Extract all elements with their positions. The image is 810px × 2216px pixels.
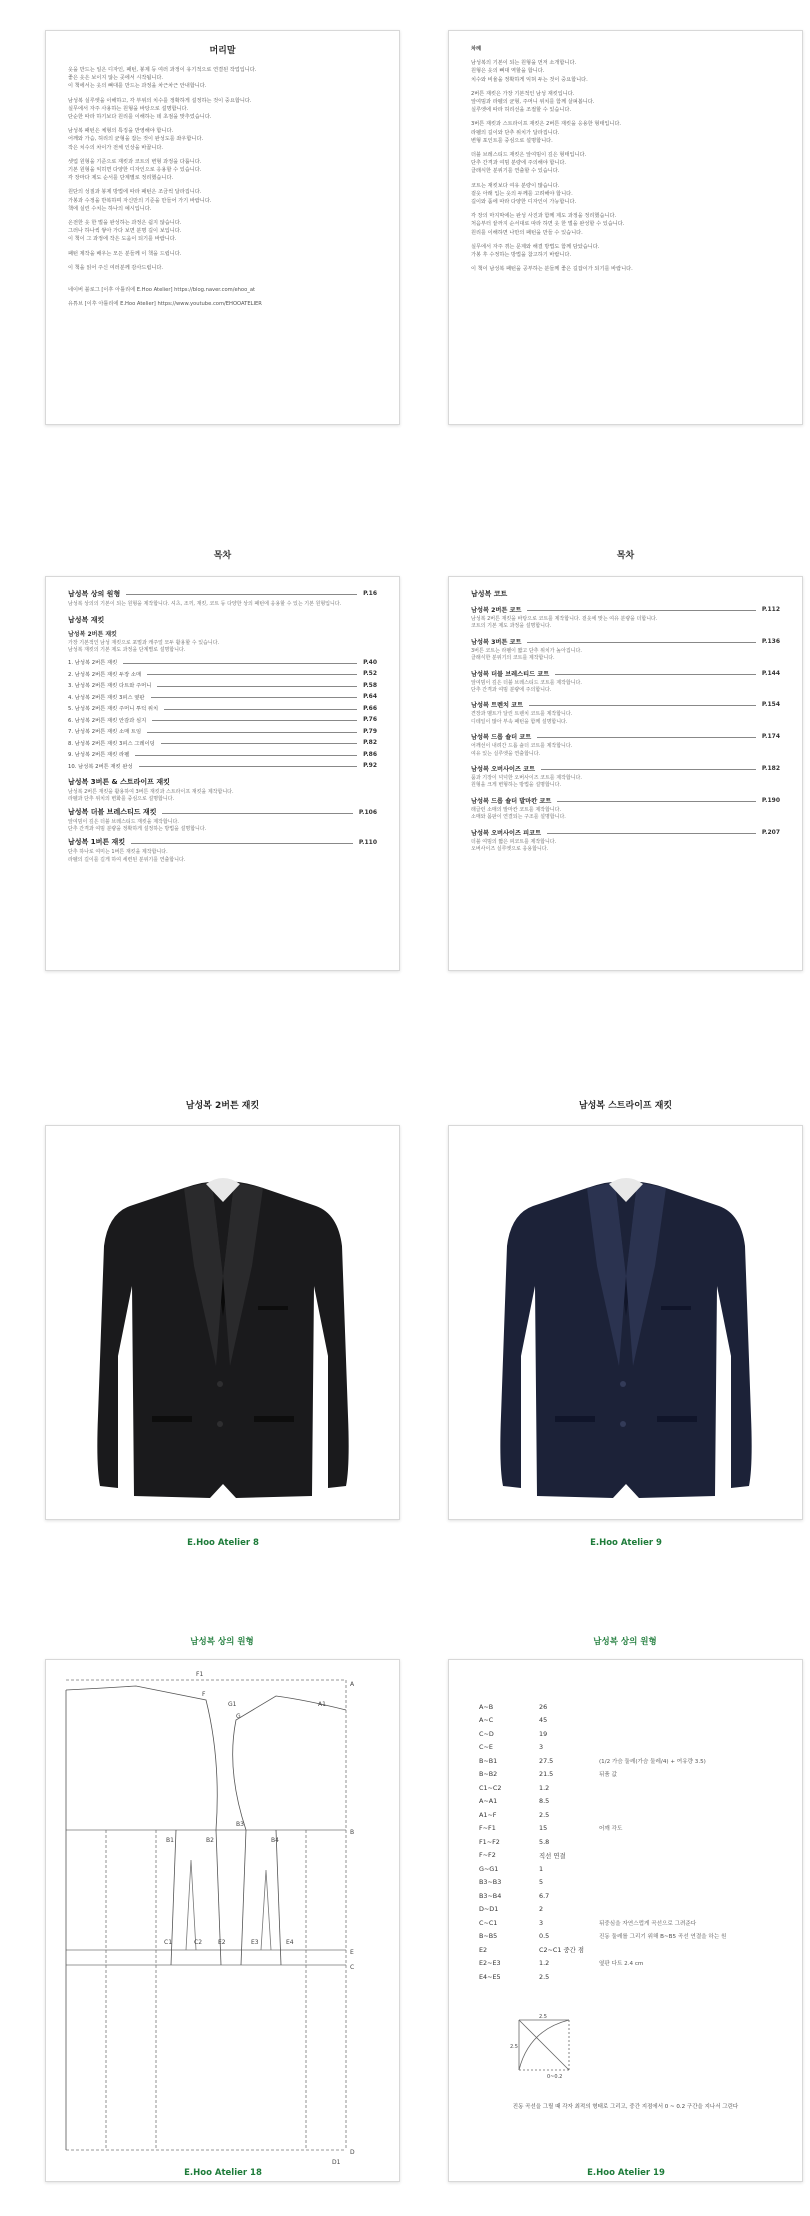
toc-entry-desc: 남성복 2버튼 재킷을 바탕으로 코트를 제작합니다. 겉옷에 맞는 여유 분량을 더합니다. 코트의 기본 제도 과정을 설명합니다.: [471, 616, 658, 630]
toc-item[interactable]: [68, 670, 377, 678]
dimension-label: 2.5: [539, 2014, 547, 2020]
toc-item[interactable]: [68, 681, 377, 689]
measurement-value: 1.2: [539, 1959, 550, 1968]
intro-paragraph: 원단의 성질과 봉제 방법에 따라 패턴은 조금씩 달라집니다. 가봉과 수정을 반복하며 자신만의 기준을 만들어 가기 바랍니다. 책에 실린 수치는 하나의 예시입니다.: [68, 189, 212, 212]
measurement-value: C2~C1 중간 점: [539, 1946, 584, 1955]
measurement-value: 3: [539, 1918, 544, 1927]
toc-sub-title: 남성복 2버튼 재킷: [68, 630, 117, 638]
point-label: G1: [228, 1701, 237, 1708]
toc-entry[interactable]: [471, 732, 780, 758]
preface-paragraph: 더블 브레스티드 재킷은 앞여밈이 깊은 형태입니다. 단추 간격과 여밈 분량에 주의해야 합니다. 클래식한 분위기를 연출할 수 있습니다.: [471, 152, 587, 175]
measurement-key: C~D: [479, 1729, 494, 1738]
measurement-row: [479, 1930, 799, 1944]
preface-paragraph: 2버튼 재킷은 가장 기본적인 남성 재킷입니다. 앞여밈과 라펠의 균형, 주머니 위치를 함께 살펴봅니다. 실루엣에 따라 허리선을 조절할 수 있습니다.: [471, 90, 595, 114]
intro-paragraph: 이 책을 읽어 주신 여러분께 감사드립니다.: [68, 264, 164, 271]
intro-paragraph: 패턴 제작을 배우는 모든 분들께 이 책을 드립니다.: [68, 250, 182, 257]
measurement-value: 1: [539, 1864, 544, 1873]
toc-item-page: P.52: [363, 670, 377, 678]
toc-entry[interactable]: [471, 605, 780, 631]
measurement-key: A~C: [479, 1716, 494, 1725]
toc-left-body: [46, 577, 399, 872]
toc-item[interactable]: [68, 693, 377, 701]
point-label: E3: [251, 1939, 259, 1946]
toc-entry-title: 남성복 트렌치 코트: [471, 702, 524, 710]
toc-entry[interactable]: [471, 637, 780, 663]
measurement-value: 45: [539, 1716, 548, 1725]
toc-entry-title: 남성복 3버튼 코트: [471, 638, 522, 646]
point-label: E4: [286, 1939, 294, 1946]
measurement-key: F1~F2: [479, 1837, 500, 1846]
toc-entry-page: P.174: [761, 733, 780, 741]
leader-line: [537, 737, 756, 738]
measurement-note: (1/2 가슴 둘레(가슴 둘레/4) + 여유량 3.5): [599, 1758, 706, 1765]
measurement-row: [479, 1741, 799, 1755]
point-label: B: [350, 1829, 355, 1836]
measurement-key: F~F1: [479, 1824, 496, 1833]
photo-page-right: [448, 1125, 803, 1548]
measurement-key: B~B2: [479, 1770, 498, 1779]
draft-page-right: [448, 1659, 803, 2182]
leader-line: [547, 833, 756, 834]
toc-entry[interactable]: [471, 764, 780, 790]
leader-line: [135, 755, 357, 756]
jacket-image: [469, 1166, 784, 1506]
measurement-note: 어깨 각도: [599, 1826, 623, 1833]
leader-line: [139, 766, 357, 767]
leader-line: [123, 663, 357, 664]
toc-entry-desc: 앞여밈이 깊은 더블 브레스티드 코트를 제작합니다. 단추 간격과 여밈 분량에 주의합니다.: [471, 679, 582, 694]
toc-item-page: P.76: [363, 716, 377, 724]
toc-item-page: P.66: [363, 704, 377, 712]
toc-item-label: 3. 남성복 2버튼 재킷 다트와 주머니: [68, 683, 152, 690]
photo-caption: E.Hoo Atelier 9: [590, 1538, 662, 1548]
toc-entry-desc: 품과 기장이 넉넉한 오버사이즈 코트를 제작합니다. 원형을 크게 변형하는 방법을 설명합니다.: [471, 775, 582, 789]
preface-page: [448, 30, 803, 425]
toc-item-label: 4. 남성복 2버튼 재킷 3피스 옆판: [68, 694, 145, 701]
measurement-value: 1.2: [539, 1783, 550, 1792]
jacket-image: [66, 1166, 381, 1506]
toc-entry-page: P.106: [358, 808, 377, 816]
measurement-row: [479, 1889, 799, 1903]
leader-line: [151, 697, 358, 698]
measurement-row: [479, 1943, 799, 1957]
point-label: G: [236, 1713, 241, 1720]
measurement-key: G~G1: [479, 1864, 499, 1873]
toc-entry-desc: 래글런 소매의 발마칸 코트를 제작합니다. 소매와 몸판이 연결되는 구조를 설명합니다.: [471, 806, 566, 821]
measurement-row: [479, 1795, 799, 1809]
toc-item[interactable]: [68, 716, 377, 724]
toc-item-page: P.86: [363, 750, 377, 758]
toc-item[interactable]: [68, 704, 377, 712]
draft-footnote: 진동 곡선을 그릴 때 각자 최적의 형태로 그리고, 중간 지점에서 0 ~ 0.2 구간을 지나서 그린다: [512, 2104, 739, 2110]
measurement-key: B~B5: [479, 1932, 498, 1941]
toc-entry-page: P.154: [761, 701, 780, 709]
toc-item-label: 1. 남성복 2버튼 재킷: [68, 660, 118, 667]
preface-title: 차례: [471, 46, 482, 52]
draft-left-title: 남성복 상의 원형: [190, 1637, 254, 1647]
toc-item-page: P.82: [363, 739, 377, 747]
toc-item[interactable]: [68, 658, 377, 666]
leader-line: [162, 813, 352, 814]
measurement-row: [479, 1700, 799, 1714]
measurement-value: 21.5: [539, 1770, 554, 1779]
toc-item-page: P.79: [363, 727, 377, 735]
measurement-row: [479, 1781, 799, 1795]
measurement-table: [479, 1700, 799, 1984]
measurement-row: [479, 1916, 799, 1930]
point-label: B2: [206, 1837, 214, 1844]
measurement-value: 직선 연결: [539, 1851, 566, 1860]
measurement-value: 2.5: [539, 1972, 550, 1981]
toc-entry-desc: 3버튼 코트는 라펠이 짧고 단추 위치가 높아집니다. 클래식한 분위기의 코트를 제작합니다.: [471, 647, 582, 662]
toc-item-label: 9. 남성복 2버튼 재킷 라펠: [68, 752, 130, 759]
intro-paragraph: 옷을 만드는 일은 디자인, 패턴, 봉제 등 여러 과정이 유기적으로 연결된 작업입니다. 좋은 옷은 보이지 않는 곳에서 시작됩니다. 이 책에서는 옷의 뼈대를 만드는 과정을 차근차근 안내합니다.: [68, 67, 257, 90]
measurement-key: C~C1: [479, 1918, 498, 1927]
preface-paragraph: 3버튼 재킷과 스트라이프 재킷은 2버튼 재킷을 응용한 형태입니다. 라펠의 길이와 단추 위치가 달라집니다. 변형 포인트를 중심으로 설명합니다.: [471, 121, 622, 144]
toc-entry-desc: 견장과 벨트가 달린 트렌치 코트를 제작합니다. 디테일이 많아 부속 패턴을 함께 설명합니다.: [471, 711, 573, 725]
point-label: B1: [166, 1837, 174, 1844]
toc-entry-desc: 어깨선이 내려간 드롭 숄더 코트를 제작합니다. 여유 있는 실루엣을 연출합니다.: [471, 743, 573, 757]
toc-entry[interactable]: [471, 796, 780, 822]
measurement-row: [479, 1849, 799, 1863]
toc-item-label: 8. 남성복 2버튼 재킷 3피스 그레이딩: [68, 740, 155, 747]
toc-entry-title: 남성복 드롭 숄더 코트: [471, 734, 532, 742]
point-label: E2: [218, 1939, 226, 1946]
toc-item[interactable]: [68, 750, 377, 758]
dimension-label: 2.5: [510, 2044, 518, 2050]
armhole-diagram: [509, 2010, 599, 2080]
measurement-row: [479, 1862, 799, 1876]
leader-line: [529, 705, 756, 706]
toc-item-label: 6. 남성복 2버튼 재킷 안감과 심지: [68, 717, 147, 724]
measurement-value: 2: [539, 1905, 544, 1914]
photo-right-title: 남성복 스트라이프 재킷: [578, 1101, 673, 1111]
toc-entry-desc: 더블 여밈의 짧은 피코트를 제작합니다. 오버사이즈 실루엣으로 응용합니다.: [471, 838, 557, 853]
point-label: D1: [332, 2159, 341, 2166]
measurement-key: B~B1: [479, 1756, 498, 1765]
draft-caption: E.Hoo Atelier 19: [587, 2168, 665, 2178]
measurement-key: E2: [479, 1945, 488, 1954]
toc-entry-desc: 남성복 상의의 기본이 되는 원형을 제작합니다. 셔츠, 조끼, 재킷, 코트 등 다양한 상의 패턴에 응용할 수 있는 기본 원형입니다.: [68, 600, 342, 607]
toc-entry-page: P.16: [363, 590, 377, 597]
measurement-row: [479, 1903, 799, 1917]
intro-page: [45, 30, 400, 425]
photo-page-left: [45, 1125, 400, 1548]
leader-line: [131, 843, 353, 844]
leader-line: [527, 642, 755, 643]
toc-entry-title: 남성복 드롭 숄더 발마칸 코트: [471, 797, 552, 805]
toc-sub-desc: 가장 기본적인 남성 재킷으로 포멀과 캐주얼 모두 활용할 수 있습니다. 남성복 재킷의 기본 제도 과정을 단계별로 설명합니다.: [68, 639, 220, 654]
measurement-row: [479, 1822, 799, 1836]
measurement-value: 26: [539, 1702, 548, 1711]
dimension-label: 0~0.2: [547, 2074, 563, 2080]
preface-paragraph: 각 장의 마지막에는 완성 사진과 함께 제도 과정을 정리했습니다. 처음부터 끝까지 순서대로 따라 하면 옷 한 벌을 완성할 수 있습니다. 원리를 이해하면 나만의 패턴을 만들 수 있습니다.: [471, 213, 625, 236]
toc-entry[interactable]: [471, 828, 780, 854]
toc-item-page: P.92: [363, 762, 377, 770]
toc-item-list: [68, 658, 377, 770]
toc-right-body: [449, 577, 802, 862]
toc-item-page: P.40: [363, 658, 377, 666]
toc-item[interactable]: [68, 739, 377, 747]
measurement-value: 27.5: [539, 1756, 554, 1765]
toc-entry-title: 남성복 더블 브레스티드 코트: [471, 670, 550, 678]
measurement-value: 19: [539, 1729, 548, 1738]
toc-entry-page: P.144: [761, 669, 780, 677]
toc-right-title: 목차: [616, 551, 635, 561]
toc-entry[interactable]: [471, 700, 780, 726]
leader-line: [541, 769, 756, 770]
measurement-value: 3: [539, 1743, 544, 1752]
measurement-value: 6.7: [539, 1891, 550, 1900]
point-label: C: [350, 1964, 355, 1971]
intro-paragraph: 남성복 실루엣을 이해하고, 각 부위의 치수를 정확하게 설정하는 것이 중요합니다. 실무에서 자주 사용하는 원형을 바탕으로 설명합니다. 단순한 따라 하기보다 원리를 이해하는 데 초점을 맞추었습니다.: [68, 97, 252, 121]
intro-body: [46, 56, 399, 324]
photo-left-title: 남성복 2버튼 재킷: [185, 1101, 260, 1111]
measurement-note: 옆판 다트 2.4 cm: [599, 1961, 644, 1968]
toc-entry-title: 남성복 더블 브레스티드 재킷: [68, 808, 157, 817]
preface-paragraph: 남성복의 기본이 되는 원형을 먼저 소개합니다. 원형은 옷의 뼈대 역할을 합니다. 치수와 비율을 정확하게 익혀 두는 것이 중요합니다.: [471, 60, 588, 83]
measurement-key: A~A1: [479, 1797, 498, 1806]
point-label: E: [350, 1949, 354, 1956]
measurement-value: 5.8: [539, 1837, 550, 1846]
leader-line: [147, 674, 357, 675]
point-label: C1: [164, 1939, 173, 1946]
draft-caption: E.Hoo Atelier 18: [184, 2168, 262, 2178]
photo-caption: E.Hoo Atelier 8: [187, 1538, 259, 1548]
toc-entry-page: P.136: [761, 637, 780, 645]
toc-item[interactable]: [68, 762, 377, 770]
toc-entry-title: 남성복 상의 원형: [68, 589, 121, 598]
leader-line: [147, 732, 357, 733]
toc-item-label: 7. 남성복 2버튼 재킷 소매 트임: [68, 729, 142, 736]
toc-item-label: 5. 남성복 2버튼 재킷 주머니 투턱 위치: [68, 706, 159, 713]
toc-entry-desc: 앞여밈이 깊은 더블 브레스티드 재킷을 제작합니다. 단추 간격과 여밈 분량을 정확하게 설정하는 방법을 설명합니다.: [68, 819, 207, 833]
toc-entry-desc: 남성복 2버튼 재킷을 활용하여 3버튼 재킷과 스트라이프 재킷을 제작합니다. 라펠과 단추 위치의 변화를 중심으로 설명합니다.: [68, 788, 234, 803]
preface-paragraph: 코트는 재킷보다 여유 분량이 많습니다. 겉옷 아래 입는 옷의 두께를 고려해야 합니다. 길이와 품에 따라 다양한 디자인이 가능합니다.: [471, 182, 577, 206]
draft-page-left: [45, 1659, 400, 2182]
leader-line: [152, 720, 357, 721]
measurement-row: [479, 1768, 799, 1782]
point-label: F: [202, 1691, 206, 1698]
toc-entry-desc: 단추 하나로 여미는 1버튼 재킷을 제작합니다. 라펠의 길이를 길게 하여 세련된 분위기를 연출합니다.: [68, 849, 186, 863]
measurement-row: [479, 1714, 799, 1728]
toc-entry[interactable]: [68, 589, 377, 599]
youtube-link[interactable]: 유튜브 [이후 아틀리에 E.Hoo Atelier] https://www.youtube.com/EHOOATELIER: [68, 301, 262, 308]
point-label: A: [350, 1681, 355, 1688]
measurement-value: 8.5: [539, 1797, 550, 1806]
leader-line: [527, 610, 755, 611]
measurement-value: 15: [539, 1824, 548, 1833]
measurement-row: [479, 1808, 799, 1822]
toc-right-page: [448, 576, 803, 971]
toc-entry-page: P.207: [761, 828, 780, 836]
measurement-value: 2.5: [539, 1810, 550, 1819]
measurement-value: 5: [539, 1878, 544, 1887]
measurement-key: A~B: [479, 1702, 494, 1711]
leader-line: [164, 709, 357, 710]
measurement-key: E2~E3: [479, 1959, 501, 1968]
toc-entry-title: 남성복 오버사이즈 코트: [471, 766, 536, 774]
toc-section-title: 남성복 재킷: [68, 615, 105, 624]
toc-entry-page: P.190: [761, 796, 780, 804]
measurement-note: 진동 둘레를 그리기 위해 B~B5 곡선 연결을 하는 원: [599, 1934, 727, 1941]
toc-entry-title: 남성복 오버사이즈 피코트: [471, 829, 542, 837]
point-label: C2: [194, 1939, 203, 1946]
leader-line: [557, 801, 756, 802]
measurement-key: F~F2: [479, 1851, 496, 1860]
measurement-row: [479, 1876, 799, 1890]
toc-entry[interactable]: [68, 807, 377, 817]
toc-entry-page: P.112: [761, 606, 780, 613]
point-label: F1: [196, 1671, 204, 1678]
leader-line: [161, 743, 357, 744]
intro-paragraph: 남성복 패턴은 체형의 특징을 반영해야 합니다. 어깨와 가슴, 허리의 균형을 잡는 것이 완성도를 좌우합니다. 작은 치수의 차이가 전체 인상을 바꿉니다.: [68, 128, 204, 151]
measurement-key: A1~F: [479, 1810, 497, 1819]
toc-section-title: 남성복 코트: [471, 590, 508, 598]
toc-section-title: 남성복 3버튼 & 스트라이프 재킷: [68, 777, 170, 786]
toc-item-label: 2. 남성복 2버튼 재킷 두장 소매: [68, 671, 142, 678]
toc-entry-page: P.110: [358, 838, 377, 846]
toc-left-title: 목차: [213, 551, 232, 561]
leader-line: [555, 674, 756, 675]
toc-right-list: [471, 605, 780, 854]
measurement-key: C1~C2: [479, 1783, 502, 1792]
preface-body: [449, 31, 802, 289]
point-label: A1: [318, 1701, 326, 1708]
pattern-draft: [46, 1660, 401, 2183]
measurement-value: 0.5: [539, 1932, 550, 1941]
preface-paragraph: 실무에서 자주 겪는 문제와 해결 방법도 함께 담았습니다. 가봉 후 수정하는 방법을 참고하기 바랍니다.: [471, 243, 600, 259]
measurement-key: B3~B3: [479, 1878, 502, 1887]
measurement-note: 뒤품 값: [599, 1772, 617, 1779]
blog-link[interactable]: 네이버 블로그 [이후 아틀리에 E.Hoo Atelier] https://blog.naver.com/ehoo_at: [68, 287, 256, 294]
toc-item[interactable]: [68, 727, 377, 735]
measurement-row: [479, 1970, 799, 1984]
toc-entry-page: P.182: [761, 765, 780, 773]
preface-paragraph: 이 책이 남성복 패턴을 공부하는 분들께 좋은 길잡이가 되기를 바랍니다.: [471, 266, 633, 273]
leader-line: [126, 594, 357, 595]
measurement-key: B3~B4: [479, 1891, 502, 1900]
measurement-row: [479, 1727, 799, 1741]
toc-item-page: P.58: [363, 681, 377, 689]
toc-item-page: P.64: [363, 693, 377, 701]
measurement-note: 뒤중심을 자연스럽게 곡선으로 그려준다: [599, 1920, 697, 1927]
intro-paragraph: 셋업 원형을 기준으로 재킷과 코트의 변형 과정을 다룹니다. 기본 원형을 익히면 다양한 디자인으로 응용할 수 있습니다. 각 장마다 제도 순서를 단계별로 정리했습니다.: [68, 158, 202, 182]
point-label: D: [350, 2149, 355, 2156]
toc-entry[interactable]: [471, 669, 780, 695]
measurement-row: [479, 1957, 799, 1971]
intro-paragraph: 온전한 옷 한 벌을 완성하는 과정은 쉽지 않습니다. 그러나 하나씩 쌓아 가다 보면 분명 길이 보입니다. 이 책이 그 과정에 작은 도움이 되기를 바랍니다.: [68, 220, 182, 243]
toc-entry-title: 남성복 2버튼 코트: [471, 607, 522, 614]
measurement-row: [479, 1754, 799, 1768]
measurement-key: C~E: [479, 1743, 493, 1752]
leader-line: [157, 686, 357, 687]
intro-title: 머리말: [209, 46, 236, 56]
toc-item-label: 10. 남성복 2버튼 재킷 완성: [68, 763, 133, 770]
point-label: B4: [271, 1837, 279, 1844]
toc-entry[interactable]: [68, 837, 377, 847]
measurement-key: D~D1: [479, 1905, 499, 1914]
measurement-row: [479, 1835, 799, 1849]
draft-right-title: 남성복 상의 원형: [593, 1637, 657, 1647]
point-label: B3: [236, 1821, 244, 1828]
toc-entry-title: 남성복 1버튼 재킷: [68, 838, 126, 847]
measurement-key: E4~E5: [479, 1972, 501, 1981]
toc-left-page: [45, 576, 400, 971]
